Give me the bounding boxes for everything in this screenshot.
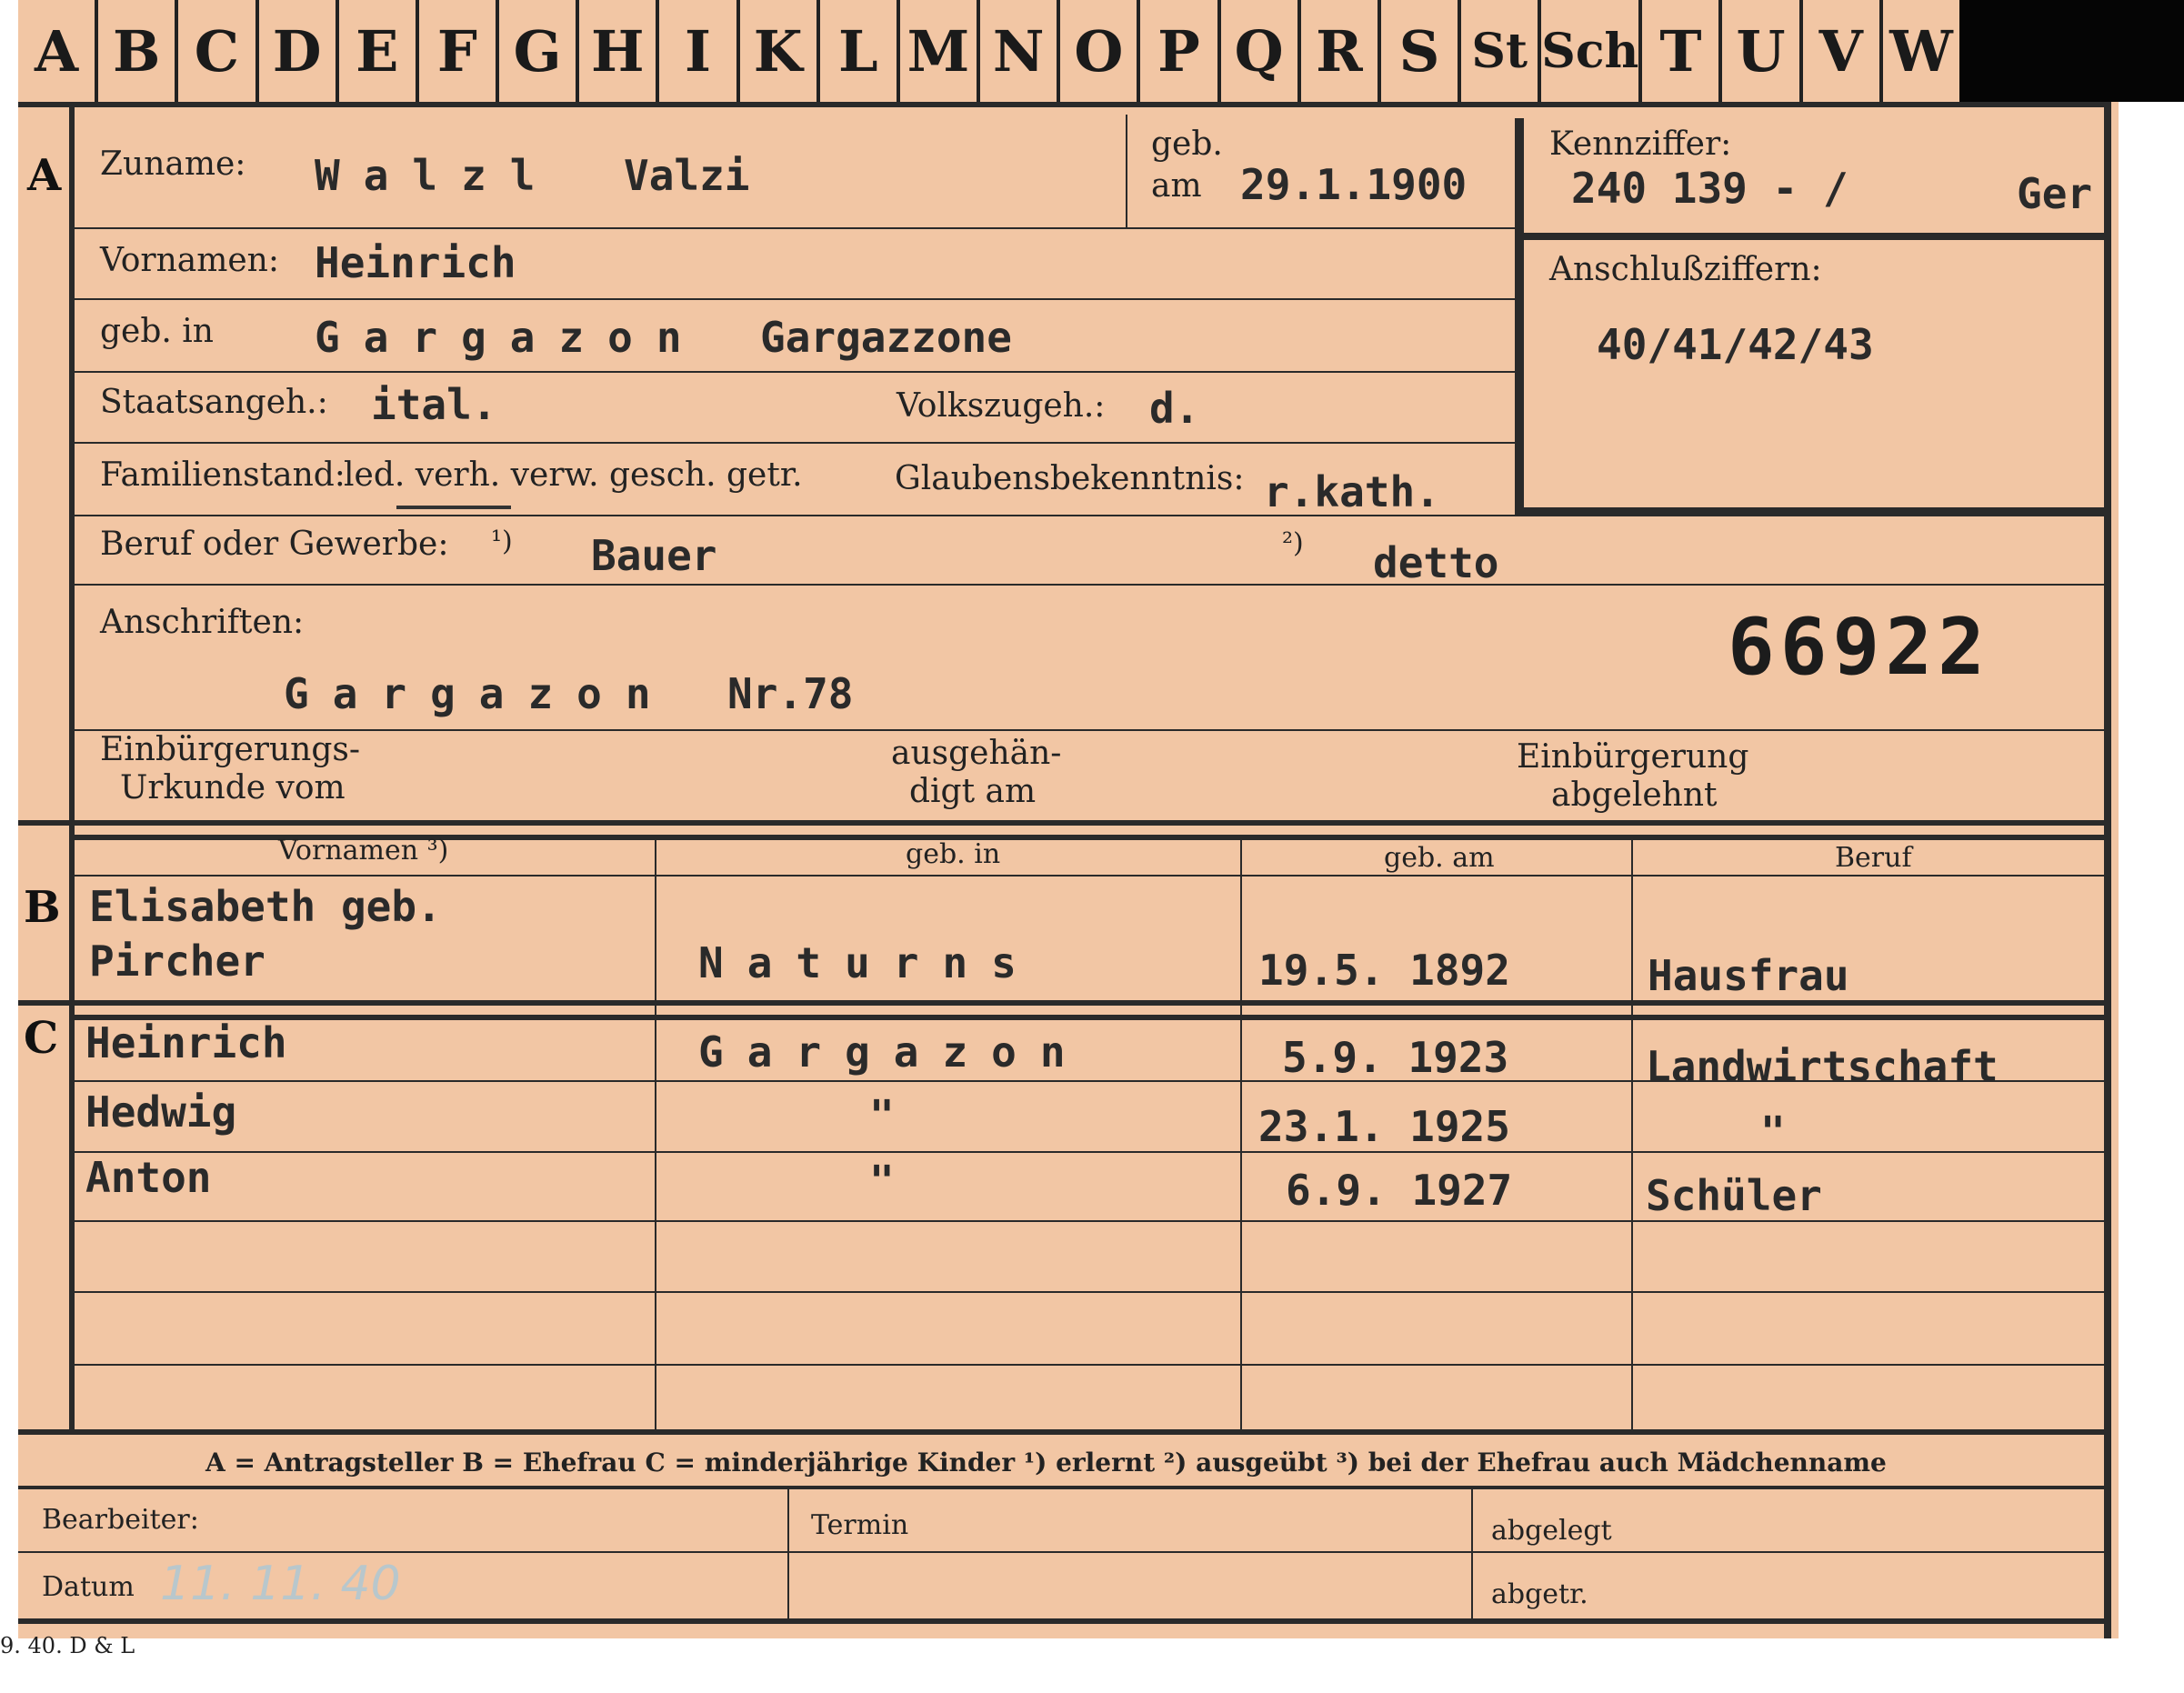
datum-label: Datum [42,1571,135,1603]
alphabet-tab: I [659,0,739,102]
kennziffer-label: Kennziffer: [1549,125,1732,163]
zuname-alt-value: Valzi [624,151,750,200]
row-line [75,227,1515,229]
row-line [75,1364,2108,1366]
footer-row-line [18,1551,2109,1553]
alphabet-tab: F [419,0,499,102]
alphabet-tab: Sch [1541,0,1642,102]
vornamen-value: Heinrich [315,238,516,287]
child-geb-in: " [869,1091,895,1140]
row-line [75,442,1515,444]
geb-in-value: Gargazon [315,313,706,362]
glaubensbekenntnis-label: Glaubensbekenntnis: [895,460,1245,497]
alphabet-tab: Q [1221,0,1301,102]
geb-am-value: 29.1.1900 [1240,160,1468,209]
beruf-note-2: ²) [1282,527,1304,559]
print-mark: 9. 40. D & L [0,1633,135,1658]
section-c-top [75,1015,2108,1020]
alphabet-tab: D [259,0,339,102]
termin-label: Termin [811,1509,909,1541]
alphabet-tab: G [499,0,579,102]
alphabet-tab: N [980,0,1060,102]
child-geb-am: 6.9. 1927 [1286,1166,1513,1215]
section-marker-b: B [24,882,61,933]
row-line [75,1291,2108,1293]
table-header-bottom [75,875,2108,877]
alphabet-tab: R [1301,0,1381,102]
bearbeiter-label: Bearbeiter: [42,1504,199,1536]
anschlussziffern-value: 40/41/42/43 [1597,320,1874,369]
alphabet-tab: St [1461,0,1541,102]
section-marker-c: C [24,1013,59,1064]
alphabet-tab: M [900,0,980,102]
child-beruf: Schüler [1646,1171,1822,1220]
kennziffer-value: 240 139 - / [1571,164,1848,213]
beruf-value-2: detto [1373,538,1499,587]
alphabet-tab: W [1889,17,1953,85]
alphabet-tab: A [18,0,98,102]
volkszugehoerigkeit-label: Volkszugeh.: [897,387,1106,425]
row-line [75,1151,2108,1153]
footer-column-line [787,1489,789,1618]
legend-text: A = Antragsteller B = Ehefrau C = minderjährige Kinder ¹) erlernt ²) ausgeübt ³) bei der Ehefrau auch Mädchenname [205,1448,1887,1478]
row-line [75,729,2108,731]
ehefrau-geb-in: Naturns [698,938,1040,987]
child-geb-am: 5.9. 1923 [1282,1033,1509,1082]
alphabet-tab: L [820,0,900,102]
geb-am-divider [1126,115,1127,227]
section-marker-a: A [27,150,62,201]
alphabet-tab: B [98,0,178,102]
anschriften-value: Gargazon [284,669,675,718]
row-line [75,584,2108,586]
alphabet-tab: C [178,0,258,102]
header-beruf: Beruf [1835,842,1912,874]
section-a-b-divider [18,820,2109,826]
geb-label: geb. [1151,125,1223,163]
frame-top [18,102,2109,107]
alphabet-tab: P [1140,0,1220,102]
row-line [75,1220,2108,1222]
anschriften-number: Nr.78 [727,669,854,718]
card-number: 66922 [1728,602,1990,693]
geb-in-label: geb. in [100,313,214,350]
child-vornamen: Anton [85,1153,212,1202]
familienstand-options: led. verh. verw. gesch. getr. [344,456,803,494]
alphabet-tab: S [1381,0,1461,102]
child-vornamen: Heinrich [85,1018,287,1067]
frame-right [2104,102,2111,1638]
alphabet-tab: O [1060,0,1140,102]
legend-bottom [18,1486,2109,1489]
footer-column-line [1471,1489,1473,1618]
familienstand-label: Familienstand: [100,456,346,494]
child-vornamen: Hedwig [85,1087,237,1137]
row-line [75,371,1515,373]
alphabet-tab: T [1642,0,1722,102]
child-beruf: " [1760,1107,1786,1157]
einbuergerung-abgelehnt-label-2: abgelehnt [1551,776,1718,814]
footer-bottom [18,1618,2109,1624]
am-label: am [1151,167,1202,205]
staatsangehoerigkeit-label: Staatsangeh.: [100,384,328,421]
alphabet-tab: V [1803,0,1883,102]
header-geb-am: geb. am [1384,842,1495,874]
kennziffer-box-left [1515,118,1524,515]
volkszugehoerigkeit-value: d. [1149,384,1200,433]
column-line [1631,835,1633,1429]
child-geb-in: " [869,1157,895,1206]
ausgehaendigt-label-2: digt am [909,773,1037,810]
glaubensbekenntnis-value: r.kath. [1264,467,1440,516]
header-geb-in: geb. in [906,838,1001,870]
datum-value: 11. 11. 40 [160,1557,401,1611]
anschriften-label: Anschriften: [100,604,305,641]
kennziffer-box-divider [1515,233,2109,240]
einbuergerungs-urkunde-label-1: Einbürgerungs- [100,731,361,768]
ehefrau-vornamen-line-1: Elisabeth geb. [89,882,442,931]
geb-in-alt-value: Gargazzone [760,313,1012,362]
child-geb-am: 23.1. 1925 [1258,1102,1510,1151]
zuname-value: Walzl [315,151,559,200]
zuname-label: Zuname: [100,145,246,183]
familienstand-underline [396,506,511,509]
beruf-label: Beruf oder Gewerbe: [100,526,449,563]
einbuergerung-abgelehnt-label-1: Einbürgerung [1517,738,1749,776]
ehefrau-geb-am: 19.5. 1892 [1258,946,1510,995]
row-line [75,298,1515,300]
beruf-note-1: ¹) [491,526,513,557]
alphabet-tab: E [339,0,419,102]
ehefrau-vornamen-line-2: Pircher [89,937,265,986]
alphabet-tab: U [1722,0,1802,102]
ehefrau-beruf: Hausfrau [1648,951,1849,1000]
table-bottom [18,1429,2109,1435]
beruf-value-1: Bauer [591,531,717,580]
header-vornamen: Vornamen ³) [278,835,449,867]
kennziffer-suffix: Ger [2017,169,2093,218]
section-marker-divider [69,107,75,1435]
ausgehaendigt-label-1: ausgehän- [891,735,1062,772]
column-line [655,835,656,1429]
alphabet-tab: K [740,0,820,102]
scan-background [1959,0,2184,102]
vornamen-label: Vornamen: [100,242,279,279]
alphabet-tab: H [579,0,659,102]
staatsangehoerigkeit-value: ital. [371,380,497,429]
child-geb-in: Gargazon [698,1027,1089,1077]
child-beruf: Landwirtschaft [1646,1042,1999,1091]
row-line [75,515,2108,516]
column-line [1240,835,1242,1429]
abgelegt-label: abgelegt [1491,1515,1612,1547]
einbuergerungs-urkunde-label-2: Urkunde vom [120,769,346,806]
alphabet-tab-strip [18,0,1959,102]
anschlussziffern-label: Anschlußziffern: [1549,251,1822,288]
section-b-c-divider [18,1000,2109,1006]
abgetragen-label: abgetr. [1491,1578,1588,1610]
